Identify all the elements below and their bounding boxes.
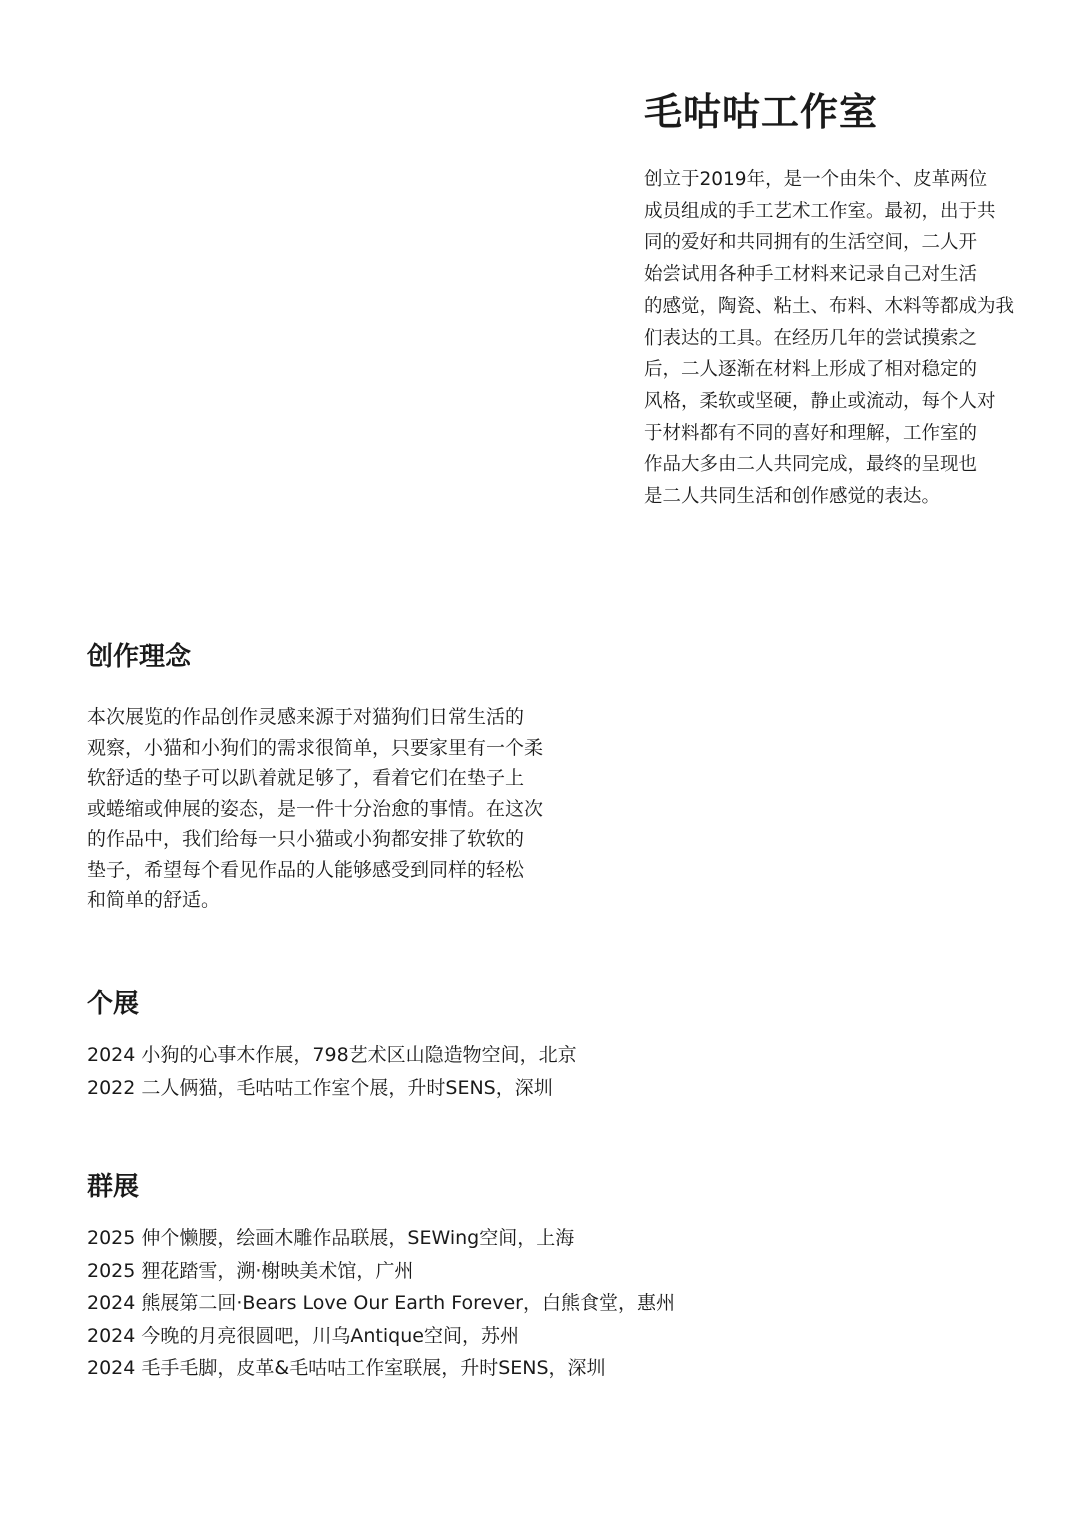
bio-line: 的感觉，陶瓷、粘土、布料、木料等都成为我	[644, 295, 1015, 317]
bio-line: 同的爱好和共同拥有的生活空间，二人开	[644, 232, 978, 254]
solo-exhibitions-heading: 个展	[87, 989, 140, 1019]
studio-title: 毛咕咕工作室	[644, 90, 879, 134]
exhibition-item: 2024 小狗的心事木作展，798艺术区山隐造物空间，北京	[87, 1044, 577, 1066]
concept-section	[87, 640, 707, 916]
bio-line: 成员组成的手工艺术工作室。最初，出于共	[644, 200, 996, 222]
concept-line: 的作品中，我们给每一只小猫或小狗都安排了软软的	[87, 828, 525, 850]
concept-heading: 创作理念	[87, 642, 192, 672]
group-exhibitions-list	[87, 1222, 707, 1385]
exhibition-item: 2025 狸花踏雪，溯·榭映美术馆，广州	[87, 1259, 414, 1282]
studio-intro	[644, 88, 1016, 513]
bio-line: 们表达的工具。在经历几年的尝试摸索之	[644, 327, 978, 349]
exhibition-item: 2024 毛手毛脚，皮革&毛咕咕工作室联展，升时SENS，深圳	[87, 1357, 606, 1379]
bio-line: 后，二人逐渐在材料上形成了相对稳定的	[644, 359, 978, 381]
concept-line: 或蜷缩或伸展的姿态，是一件十分治愈的事情。在这次	[87, 797, 544, 820]
concept-text	[87, 702, 707, 916]
concept-line: 本次展览的作品创作灵感来源于对猫狗们日常生活的	[87, 706, 525, 728]
bio-line: 于材料都有不同的喜好和理解，工作室的	[644, 422, 978, 444]
bio-line: 创立于2019年，是一个由朱个、皮革两位	[644, 169, 988, 190]
exhibition-item: 2025 伸个懒腰，绘画木雕作品联展，SEWing空间，上海	[87, 1227, 575, 1249]
bio-line: 是二人共同生活和创作感觉的表达。	[644, 486, 941, 508]
solo-exhibitions-list	[87, 1039, 707, 1104]
group-exhibitions-heading: 群展	[87, 1172, 140, 1202]
concept-line: 观察，小猫和小狗们的需求很简单，只要家里有一个柔	[87, 736, 544, 759]
bio-line: 风格，柔软或坚硬，静止或流动，每个人对	[644, 390, 996, 412]
concept-line: 软舒适的垫子可以趴着就足够了，看着它们在垫子上	[87, 767, 525, 789]
exhibition-item: 2022 二人俩猫，毛咕咕工作室个展，升时SENS，深圳	[87, 1076, 553, 1099]
concept-line: 垫子，希望每个看见作品的人能够感受到同样的轻松	[87, 858, 525, 881]
concept-line: 和简单的舒适。	[87, 889, 221, 911]
bio-line: 始尝试用各种手工材料来记录自己对生活	[644, 264, 978, 286]
studio-bio	[644, 164, 1016, 513]
exhibition-item: 2024 今晚的月亮很圆吧，川乌Antique空间，苏州	[87, 1324, 519, 1347]
bio-line: 作品大多由二人共同完成，最终的呈现也	[644, 454, 978, 476]
exhibition-item: 2024 熊展第二回·Bears Love Our Earth Forever，白熊食堂，惠州	[87, 1292, 675, 1314]
solo-exhibitions-section	[87, 987, 707, 1104]
group-exhibitions-section	[87, 1170, 707, 1385]
